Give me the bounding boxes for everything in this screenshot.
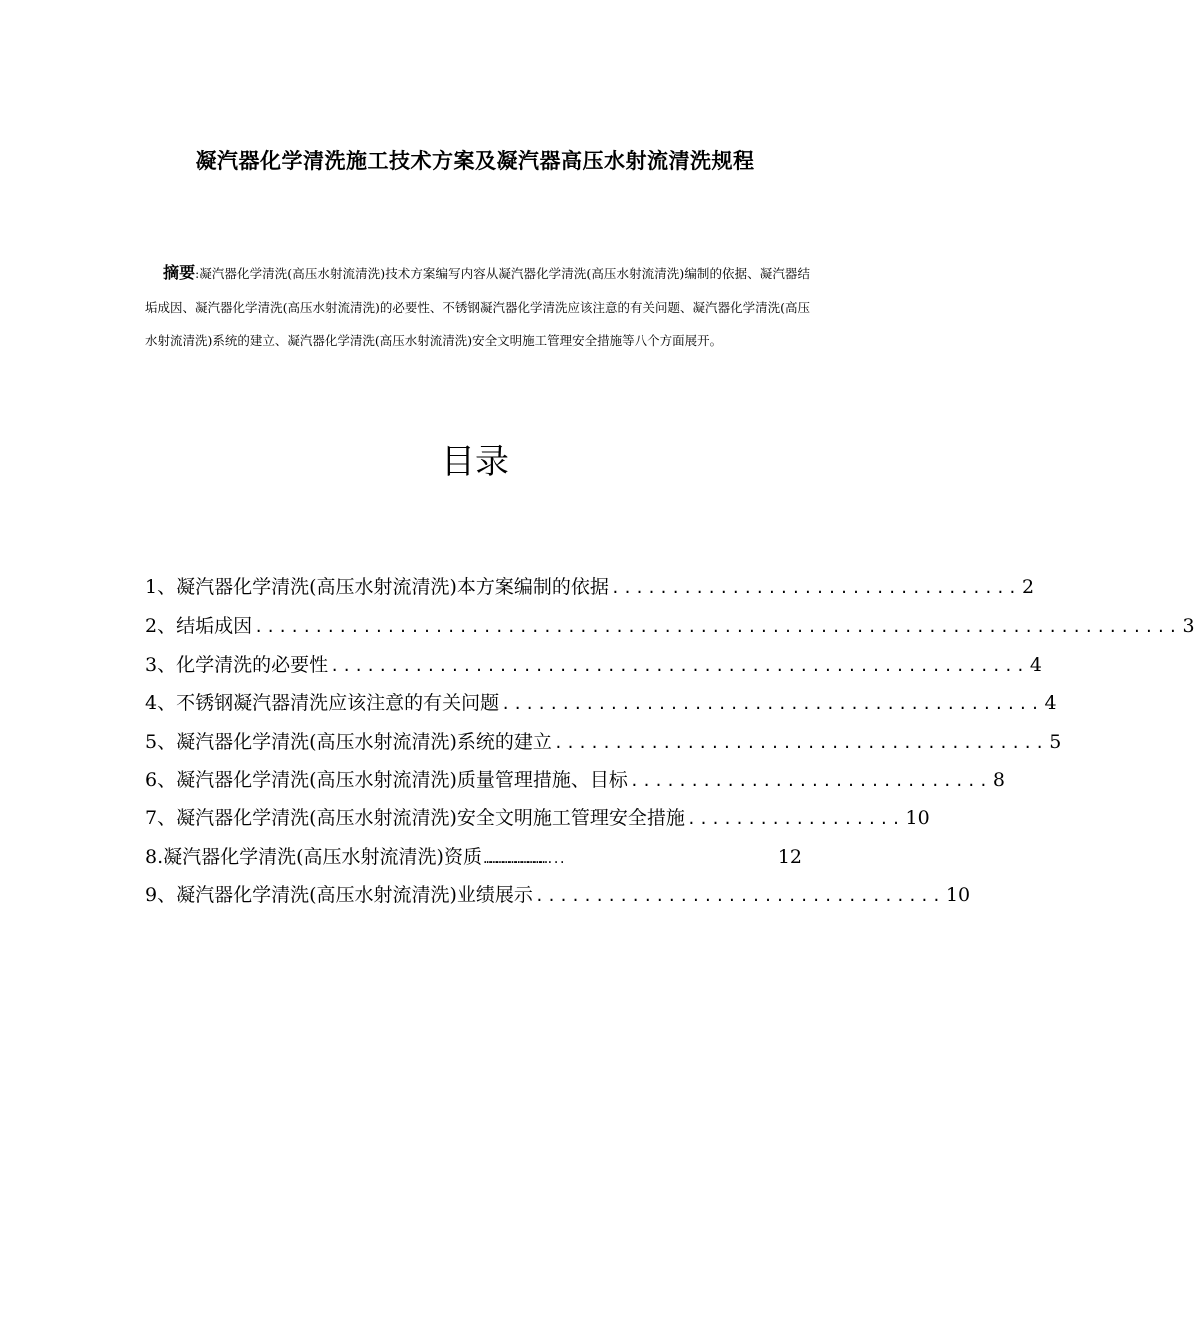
toc-entry-leader: …………………………... (483, 852, 565, 866)
toc-entry-leader: ......................................... (553, 734, 1048, 752)
abstract-text: 凝汽器化学清洗(高压水射流清洗)技术方案编写内容从凝汽器化学清洗(高压水射流清洗)编制的依据、凝汽器结垢成因、凝汽器化学清洗(高压水射流清洗)的必要性、不锈钢凝汽器化学清洗应该注意的有关问题、凝汽器化学清洗(高压水射流清洗)系统的建立、凝汽器化学清洗(高压水射流清洗)安全文明施工管理安全措施等八个方面展开。 (145, 266, 810, 348)
toc-entry-leader: .................................. (534, 887, 944, 905)
toc-entry-label: 5、凝汽器化学清洗(高压水射流清洗)系统的建立 (145, 731, 552, 753)
toc-entry-label: 8.凝汽器化学清洗(高压水射流清洗)资质 (145, 846, 482, 868)
toc-entry-label: 3、化学清洗的必要性 (145, 654, 329, 676)
toc-title: 目录 (441, 442, 509, 482)
toc-entry[interactable] (145, 803, 930, 829)
toc-entry-label: 1、凝汽器化学清洗(高压水射流清洗)本方案编制的依据 (145, 576, 609, 598)
toc-entry-leader: .......................................................... (330, 657, 1028, 675)
toc-entry[interactable] (145, 572, 1035, 598)
toc-entry-page: 12 (777, 846, 802, 868)
toc-entry-leader: .............................. (629, 772, 991, 790)
toc-entry[interactable] (145, 765, 1005, 791)
toc-entry-page: 3 (1182, 615, 1195, 637)
toc-entry-page: 4 (1044, 692, 1057, 714)
document-title: 凝汽器化学清洗施工技术方案及凝汽器高压水射流清洗规程 (195, 149, 755, 173)
toc-entry-page: 2 (1021, 576, 1035, 598)
toc-entry-page: 10 (905, 807, 930, 829)
toc-entry-label: 2、结垢成因 (145, 615, 253, 637)
toc-entry-page: 4 (1029, 654, 1042, 676)
toc-entry-label: 9、凝汽器化学清洗(高压水射流清洗)业绩展示 (145, 884, 533, 906)
abstract-label: 摘要 (163, 263, 196, 282)
abstract-colon: : (195, 267, 200, 281)
toc-entry-leader: ............................................................................. (254, 618, 1181, 636)
toc-entry-label: 4、不锈钢凝汽器清洗应该注意的有关问题 (145, 692, 500, 714)
toc-entry[interactable] (145, 727, 1062, 753)
toc-entry-page: 10 (945, 884, 971, 906)
toc-entry-leader: .................................. (610, 579, 1020, 597)
toc-entry-leader: .................. (686, 810, 904, 828)
toc-entry-label: 6、凝汽器化学清洗(高压水射流清洗)质量管理措施、目标 (145, 769, 628, 791)
toc-entry-label: 7、凝汽器化学清洗(高压水射流清洗)安全文明施工管理安全措施 (145, 807, 685, 829)
toc-entry[interactable] (145, 688, 1057, 714)
toc-entry[interactable] (145, 880, 971, 906)
toc-entry-page: 5 (1049, 731, 1062, 753)
toc-entry[interactable] (145, 611, 1195, 637)
toc-entry[interactable] (145, 842, 802, 868)
toc-entry-page: 8 (992, 769, 1005, 791)
toc-entry[interactable] (145, 650, 1042, 676)
toc-entry-leader: ............................................. (501, 695, 1043, 713)
